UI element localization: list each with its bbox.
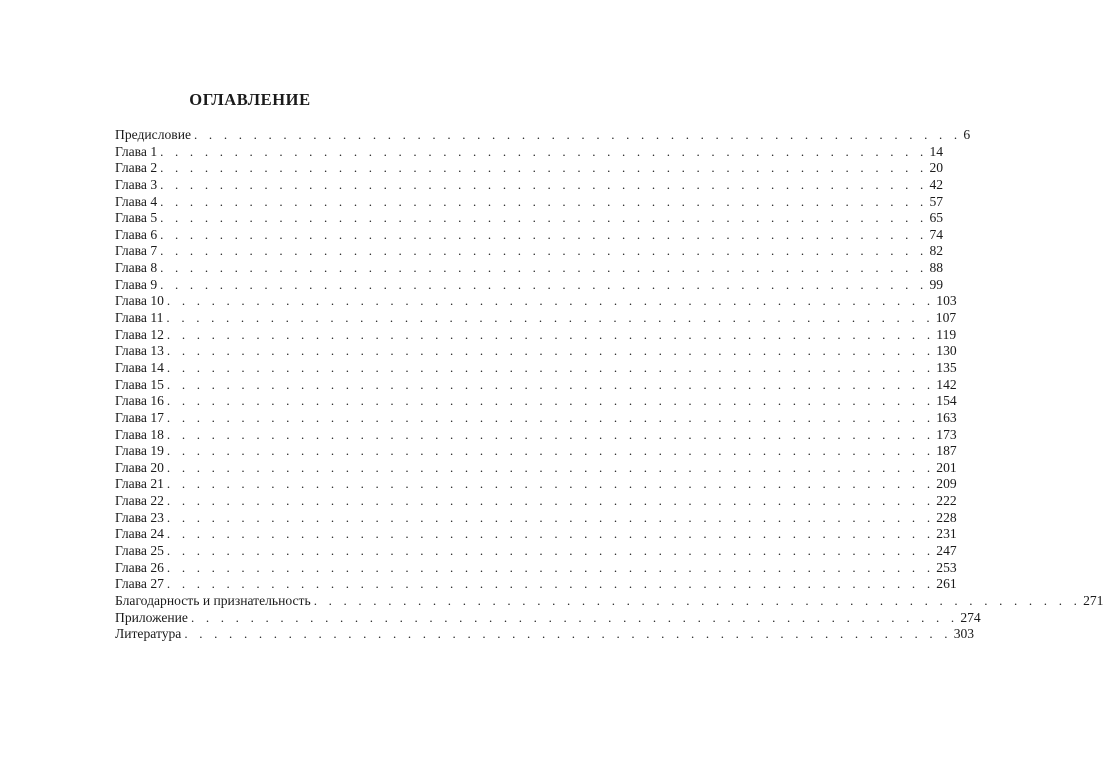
dot-leader: . . . . . . . . . . . . . . . . . . . . . . . . . . . . . . . . . . . . . . . . . . . . . . . . . . . . [166,576,935,592]
table-of-contents [115,127,1103,643]
dot-leader: . . . . . . . . . . . . . . . . . . . . . . . . . . . . . . . . . . . . . . . . . . . . . . . . . . . . [166,426,935,442]
toc-entry-page-number: 82 [929,243,944,259]
dot-leader: . . . . . . . . . . . . . . . . . . . . . . . . . . . . . . . . . . . . . . . . . . . . . . . . . . . . [160,193,928,209]
toc-entry-page-number: 253 [936,559,957,575]
toc-entry-label: Глава 17 [115,409,164,425]
dot-leader: . . . . . . . . . . . . . . . . . . . . . . . . . . . . . . . . . . . . . . . . . . . . . . . . . . . . [166,459,935,475]
toc-entry-label: Глава 25 [115,543,164,559]
toc-entry-label: Глава 18 [115,426,164,442]
toc-entry-page-number: 107 [935,310,957,326]
dot-leader: . . . . . . . . . . . . . . . . . . . . . . . . . . . . . . . . . . . . . . . . . . . . . . . . . . . . [160,143,928,159]
toc-entry-page-number: 228 [936,509,957,525]
dot-leader: . . . . . . . . . . . . . . . . . . . . . . . . . . . . . . . . . . . . . . . . . . . . . . . . . . . . [160,160,928,176]
toc-entry [115,276,944,294]
toc-entry [115,626,975,643]
toc-entry-page-number: 130 [936,343,957,359]
toc-entry [115,576,957,593]
toc-entry [115,243,944,260]
toc-entry-label: Глава 11 [115,310,164,326]
toc-entry [115,526,957,543]
toc-entry-label: Приложение [115,609,188,625]
dot-leader: . . . . . . . . . . . . . . . . . . . . . . . . . . . . . . . . . . . . . . . . . . . . . . . . . . . . [160,260,928,276]
toc-entry [115,426,957,444]
toc-entry-label: Глава 14 [115,359,164,375]
dot-leader: . . . . . . . . . . . . . . . . . . . . . . . . . . . . . . . . . . . . . . . . . . . . . . . . . . . . [166,293,935,309]
toc-entry [115,459,957,477]
toc-entry-page-number: 154 [936,393,957,409]
toc-entry [115,310,957,327]
toc-entry [115,559,957,577]
toc-entry [115,210,944,227]
toc-entry-label: Глава 9 [115,276,158,292]
toc-entry-label: Глава 3 [115,176,158,192]
toc-entry-label: Глава 2 [115,160,158,176]
toc-entry-label: Глава 13 [115,343,164,359]
dot-leader: . . . . . . . . . . . . . . . . . . . . . . . . . . . . . . . . . . . . . . . . . . . . . . . . . . . . [190,609,959,625]
toc-entry-page-number: 135 [936,359,957,375]
toc-entry-label: Глава 20 [115,459,164,475]
toc-entry-page-number: 57 [929,193,944,209]
toc-entry [115,343,957,360]
dot-leader: . . . . . . . . . . . . . . . . . . . . . . . . . . . . . . . . . . . . . . . . . . . . . . . . . . . . [160,243,928,259]
dot-leader: . . . . . . . . . . . . . . . . . . . . . . . . . . . . . . . . . . . . . . . . . . . . . . . . . . . . [166,493,935,509]
dot-leader: . . . . . . . . . . . . . . . . . . . . . . . . . . . . . . . . . . . . . . . . . . . . . . . . . . . . [313,592,1082,608]
toc-entry-label: Глава 27 [115,576,164,592]
toc-entry-label: Глава 19 [115,443,164,459]
toc-entry-label: Предисловие [115,127,192,142]
toc-entry [115,176,944,194]
toc-entry [115,409,957,427]
toc-entry-label: Глава 12 [115,326,164,342]
toc-entry [115,260,944,277]
toc-entry-page-number: 187 [936,443,957,459]
dot-leader: . . . . . . . . . . . . . . . . . . . . . . . . . . . . . . . . . . . . . . . . . . . . . . . . . . . . [166,443,935,459]
toc-entry-label: Благодарность и признательность [115,592,311,608]
toc-entry-label: Глава 22 [115,493,164,509]
toc-entry-label: Глава 6 [115,226,158,242]
toc-entry [115,359,957,377]
toc-entry-page-number: 247 [936,543,957,559]
toc-entry [115,143,944,161]
toc-entry-label: Глава 15 [115,376,164,392]
dot-leader: . . . . . . . . . . . . . . . . . . . . . . . . . . . . . . . . . . . . . . . . . . . . . . . . . . . . [160,176,928,192]
toc-entry [115,226,944,244]
dot-leader: . . . . . . . . . . . . . . . . . . . . . . . . . . . . . . . . . . . . . . . . . . . . . . . . . . . . [166,476,935,492]
toc-entry-page-number: 99 [929,276,944,292]
toc-entry-page-number: 201 [936,459,957,475]
toc-entry-label: Глава 21 [115,476,164,492]
dot-leader: . . . . . . . . . . . . . . . . . . . . . . . . . . . . . . . . . . . . . . . . . . . . . . . . . . . . [160,226,928,242]
toc-entry [115,193,944,211]
toc-entry-page-number: 65 [929,210,944,226]
toc-entry-page-number: 74 [929,226,944,242]
toc-entry [115,293,957,310]
toc-entry-label: Глава 1 [115,143,158,159]
dot-leader: . . . . . . . . . . . . . . . . . . . . . . . . . . . . . . . . . . . . . . . . . . . . . . . . . . . . [166,559,935,575]
toc-entry-label: Глава 7 [115,243,158,259]
dot-leader: . . . . . . . . . . . . . . . . . . . . . . . . . . . . . . . . . . . . . . . . . . . . . . . . . . . . [184,626,952,642]
dot-leader: . . . . . . . . . . . . . . . . . . . . . . . . . . . . . . . . . . . . . . . . . . . . . . . . . . . . [166,409,935,425]
toc-entry-page-number: 14 [929,143,944,159]
toc-entry-page-number: 6 [963,127,971,142]
toc-entry [115,543,957,560]
toc-entry-page-number: 274 [960,609,981,625]
dot-leader: . . . . . . . . . . . . . . . . . . . . . . . . . . . . . . . . . . . . . . . . . . . . . . . . . . . . [166,343,935,359]
toc-entry-page-number: 119 [936,326,957,342]
toc-entry-label: Глава 4 [115,193,158,209]
toc-entry-page-number: 42 [929,176,944,192]
dot-leader: . . . . . . . . . . . . . . . . . . . . . . . . . . . . . . . . . . . . . . . . . . . . . . . . . . . . [166,393,935,409]
toc-entry-label: Глава 23 [115,509,164,525]
toc-entry-page-number: 20 [929,160,944,176]
toc-entry [115,493,957,510]
toc-entry-page-number: 222 [936,493,957,509]
toc-entry-label: Глава 16 [115,393,164,409]
toc-entry-label: Глава 10 [115,293,164,309]
toc-entry [115,326,957,344]
toc-entry-page-number: 303 [953,626,975,642]
toc-entry [115,592,1103,610]
dot-leader: . . . . . . . . . . . . . . . . . . . . . . . . . . . . . . . . . . . . . . . . . . . . . . . . . . . . [166,376,935,392]
toc-entry-page-number: 209 [936,476,957,492]
toc-entry-page-number: 271 [1083,592,1103,608]
dot-leader: . . . . . . . . . . . . . . . . . . . . . . . . . . . . . . . . . . . . . . . . . . . . . . . . . . . . [166,310,934,326]
dot-leader: . . . . . . . . . . . . . . . . . . . . . . . . . . . . . . . . . . . . . . . . . . . . . . . . . . . . [166,359,935,375]
dot-leader: . . . . . . . . . . . . . . . . . . . . . . . . . . . . . . . . . . . . . . . . . . . . . . . . . . . . [166,509,935,525]
toc-entry [115,509,957,527]
toc-entry-page-number: 231 [936,526,957,542]
toc-entry-page-number: 88 [929,260,944,276]
dot-leader: . . . . . . . . . . . . . . . . . . . . . . . . . . . . . . . . . . . . . . . . . . . . . . . . . . . . [166,543,935,559]
toc-entry-page-number: 142 [936,376,957,392]
toc-entry-label: Глава 5 [115,210,158,226]
toc-entry [115,443,957,460]
toc-entry-label: Глава 24 [115,526,164,542]
toc-entry [115,127,971,144]
toc-entry-page-number: 163 [936,409,957,425]
toc-entry-page-number: 173 [936,426,957,442]
toc-entry [115,376,957,394]
dot-leader: . . . . . . . . . . . . . . . . . . . . . . . . . . . . . . . . . . . . . . . . . . . . . . . . . . . . [160,210,928,226]
toc-entry [115,393,957,410]
toc-entry-page-number: 103 [936,293,957,309]
toc-entry-label: Литература [115,626,182,642]
page-title: ОГЛАВЛЕНИЕ [189,90,311,109]
dot-leader: . . . . . . . . . . . . . . . . . . . . . . . . . . . . . . . . . . . . . . . . . . . . . . . . . . . . [160,276,928,292]
toc-entry [115,160,944,177]
dot-leader: . . . . . . . . . . . . . . . . . . . . . . . . . . . . . . . . . . . . . . . . . . . . . . . . . . . . [166,326,935,342]
toc-entry-label: Глава 8 [115,260,158,276]
toc-entry [115,609,981,627]
toc-entry [115,476,957,493]
toc-entry-label: Глава 26 [115,559,164,575]
dot-leader: . . . . . . . . . . . . . . . . . . . . . . . . . . . . . . . . . . . . . . . . . . . . . . . . . . . . [166,526,935,542]
dot-leader: . . . . . . . . . . . . . . . . . . . . . . . . . . . . . . . . . . . . . . . . . . . . . . . . . . . . [194,127,962,142]
toc-entry-page-number: 261 [936,576,957,592]
